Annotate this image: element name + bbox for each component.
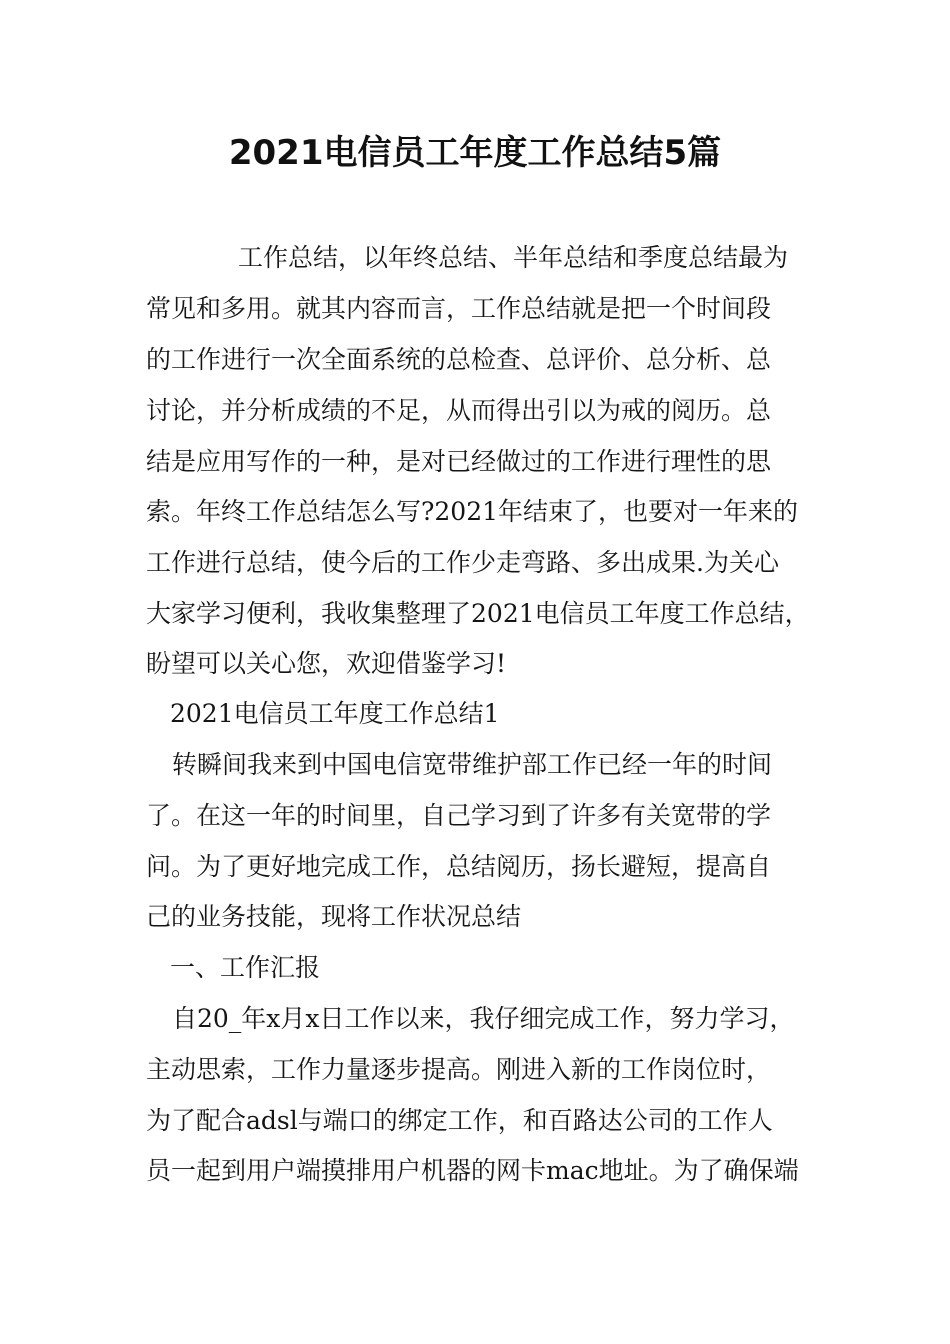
work-report-line-3: 为了配合adsl与端口的绑定工作，和百路达公司的工作人 xyxy=(146,1106,773,1135)
intro-line-6: 索。年终工作总结怎么写?2021年结束了，也要对一年来的 xyxy=(146,497,799,526)
intro-line-2: 常见和多用。就其内容而言，工作总结就是把一个时间段 xyxy=(146,294,772,323)
intro-line-9: 盼望可以关心您，欢迎借鉴学习! xyxy=(146,649,507,678)
section-heading-1: 2021电信员工年度工作总结1 xyxy=(170,699,500,728)
section-1-line-3: 问。为了更好地完成工作，总结阅历，扬长避短，提高自 xyxy=(146,852,772,881)
subsection-heading-work-report: 一、工作汇报 xyxy=(170,953,321,982)
work-report-line-4: 员一起到用户端摸排用户机器的网卡mac地址。为了确保端 xyxy=(146,1156,799,1185)
section-1-line-1: 转瞬间我来到中国电信宽带维护部工作已经一年的时间 xyxy=(172,750,773,779)
work-report-line-2: 主动思索，工作力量逐步提高。刚进入新的工作岗位时， xyxy=(146,1055,772,1084)
intro-line-1: 工作总结，以年终总结、半年总结和季度总结最为 xyxy=(238,243,789,272)
intro-line-5: 结是应用写作的一种，是对已经做过的工作进行理性的思 xyxy=(146,447,772,476)
intro-line-3: 的工作进行一次全面系统的总检查、总评价、总分析、总 xyxy=(146,345,772,374)
section-1-line-2: 了。在这一年的时间里，自己学习到了许多有关宽带的学 xyxy=(146,801,772,830)
intro-line-8: 大家学习便利，我收集整理了2021电信员工年度工作总结， xyxy=(146,599,810,628)
work-report-line-1: 自20_年x月x日工作以来，我仔细完成工作，努力学习， xyxy=(172,1004,795,1033)
intro-line-4: 讨论，并分析成绩的不足，从而得出引以为戒的阅历。总 xyxy=(146,396,772,425)
intro-line-7: 工作进行总结，使今后的工作少走弯路、多出成果.为关心 xyxy=(146,548,779,577)
section-1-line-4: 己的业务技能，现将工作状况总结 xyxy=(146,902,522,931)
document-title: 2021电信员工年度工作总结5篇 xyxy=(228,133,722,173)
